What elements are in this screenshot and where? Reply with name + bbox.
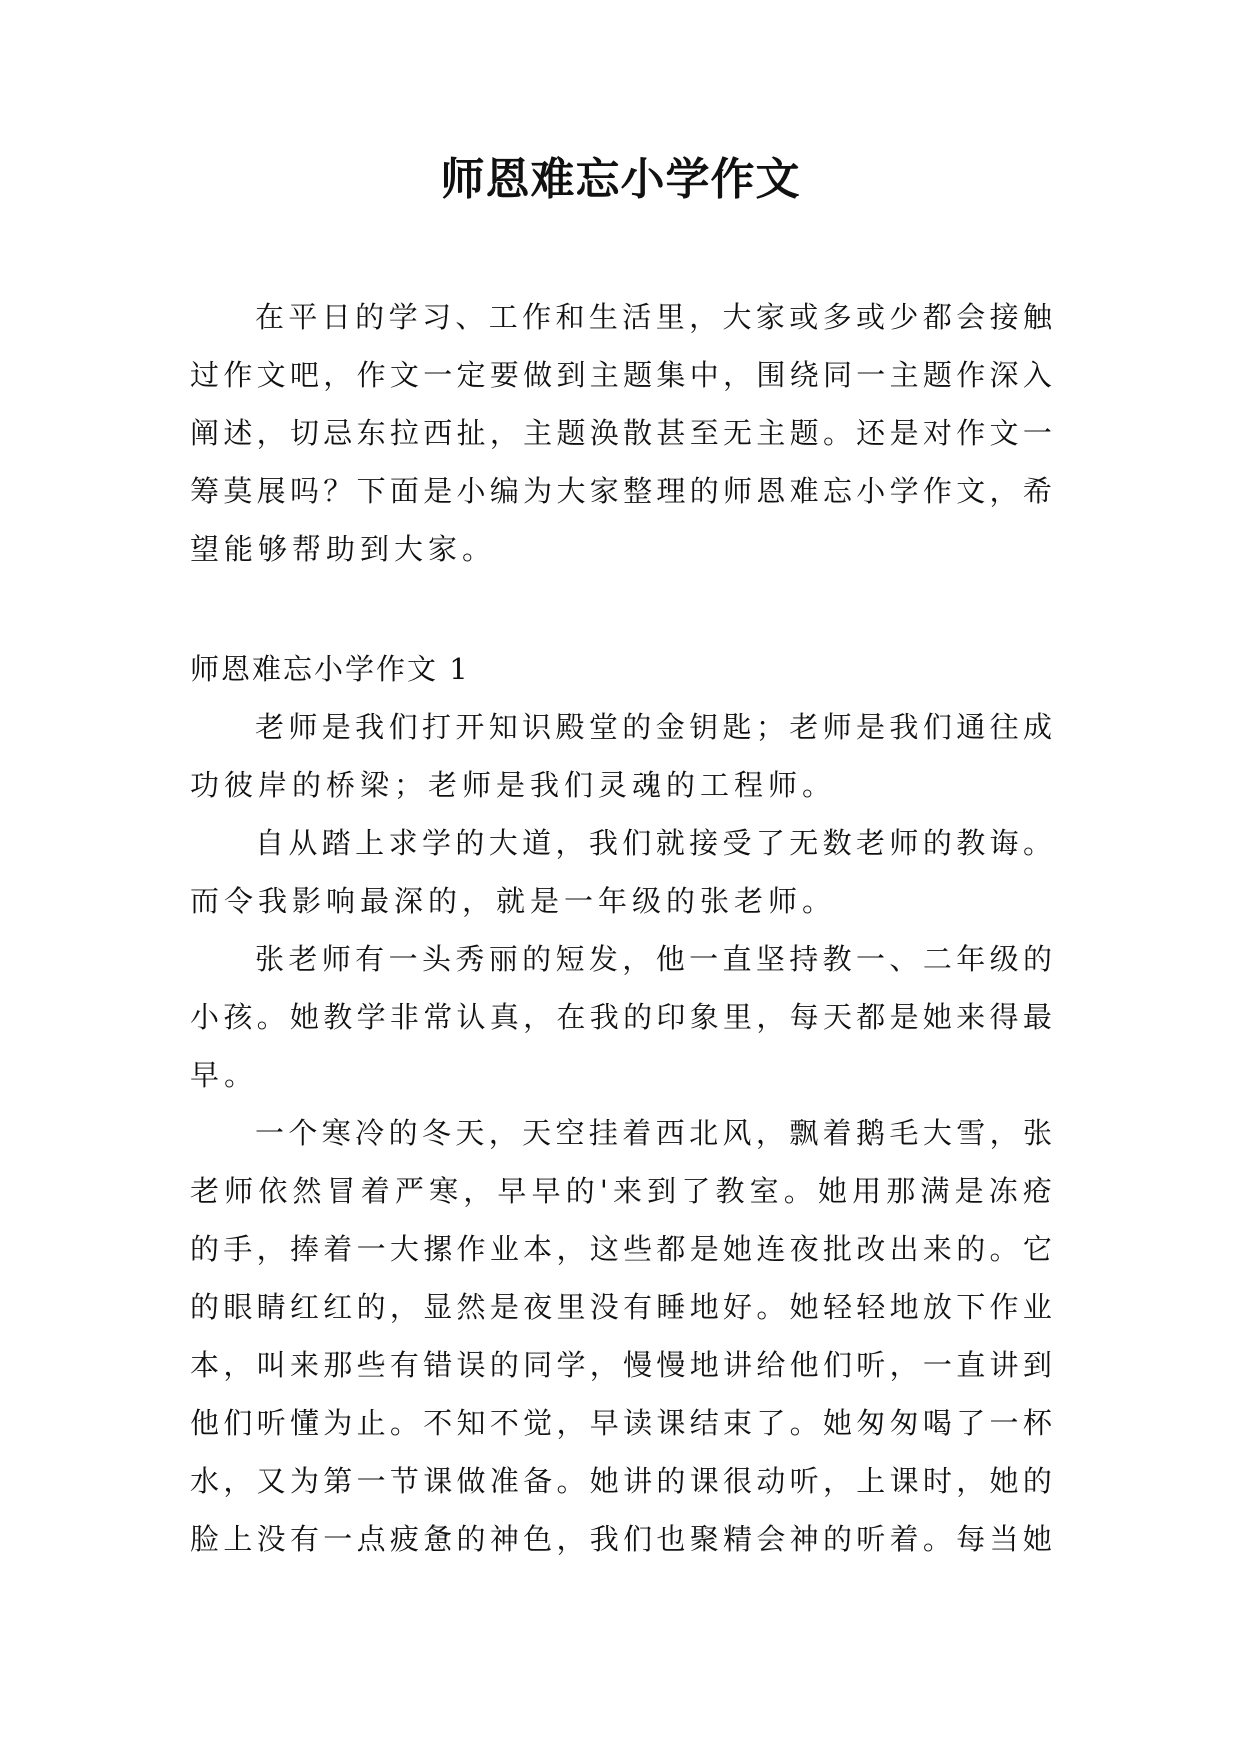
section-paragraph	[190, 930, 1052, 1104]
text-line: 自 从 踏 上 求 学 的 大 道 ， 我 们 就 接 受 了 无 数 老 师 的 教 诲 。	[255, 826, 1052, 860]
document-body	[190, 288, 1052, 1568]
section-heading: 师恩难忘小学作文 1	[190, 652, 470, 686]
document-title: 师恩难忘小学作文	[440, 154, 801, 205]
text-line: 望能够帮助到大家。	[190, 532, 497, 566]
text-line: 脸 上 没 有 一 点 疲 惫 的 神 色 ， 我 们 也 聚 精 会 神 的 听 着 。 每 当 她	[190, 1522, 1052, 1556]
text-line: 水 ， 又 为 第 一 节 课 做 准 备 。 她 讲 的 课 很 动 听 ， 上 课 时 ， 她 的	[190, 1464, 1052, 1498]
text-line: 而令我影响最深的，就是一年级的张老师。	[190, 884, 837, 918]
text-line: 本 ， 叫 来 那 些 有 错 误 的 同 学 ， 慢 慢 地 讲 给 他 们 听 ， 一 直 讲 到	[190, 1348, 1052, 1382]
section-paragraph	[190, 698, 1052, 814]
text-line: 老 师 是 我 们 打 开 知 识 殿 堂 的 金 钥 匙 ； 老 师 是 我 们 通 往 成	[255, 710, 1052, 744]
text-line: 的 手 ， 捧 着 一 大 摞 作 业 本 ， 这 些 都 是 她 连 夜 批 改 出 来 的 。 它	[190, 1232, 1052, 1266]
text-line: 老 师 依 然 冒 着 严 寒 ， 早 早 的 ' 来 到 了 教 室 。 她 用 那 满 是 冻 疮	[190, 1174, 1052, 1208]
section-paragraph	[190, 1104, 1052, 1568]
text-line: 阐 述 ， 切 忌 东 拉 西 扯 ， 主 题 涣 散 甚 至 无 主 题 。 还 是 对 作 文 一	[190, 416, 1052, 450]
text-line: 的 眼 睛 红 红 的 ， 显 然 是 夜 里 没 有 睡 地 好 。 她 轻 轻 地 放 下 作 业	[190, 1290, 1052, 1324]
text-line: 早。	[190, 1058, 259, 1092]
section-paragraph	[190, 814, 1052, 930]
text-line: 张 老 师 有 一 头 秀 丽 的 短 发 ， 他 一 直 坚 持 教 一 、 二 年 级 的	[255, 942, 1052, 976]
text-line: 功彼岸的桥梁；老师是我们灵魂的工程师。	[190, 768, 837, 802]
text-line: 他 们 听 懂 为 止 。 不 知 不 觉 ， 早 读 课 结 束 了 。 她 匆 匆 喝 了 一 杯	[190, 1406, 1052, 1440]
intro-paragraph	[190, 288, 1052, 578]
text-line: 过 作 文 吧 ， 作 文 一 定 要 做 到 主 题 集 中 ， 围 绕 同 一 主 题 作 深 入	[190, 358, 1052, 392]
text-line: 小 孩 。 她 教 学 非 常 认 真 ， 在 我 的 印 象 里 ， 每 天 都 是 她 来 得 最	[190, 1000, 1052, 1034]
text-line: 一 个 寒 冷 的 冬 天 ， 天 空 挂 着 西 北 风 ， 飘 着 鹅 毛 大 雪 ， 张	[255, 1116, 1052, 1150]
text-line: 筹 莫 展 吗 ？ 下 面 是 小 编 为 大 家 整 理 的 师 恩 难 忘 小 学 作 文 ， 希	[190, 474, 1052, 508]
text-line: 在 平 日 的 学 习 、 工 作 和 生 活 里 ， 大 家 或 多 或 少 都 会 接 触	[255, 300, 1052, 334]
